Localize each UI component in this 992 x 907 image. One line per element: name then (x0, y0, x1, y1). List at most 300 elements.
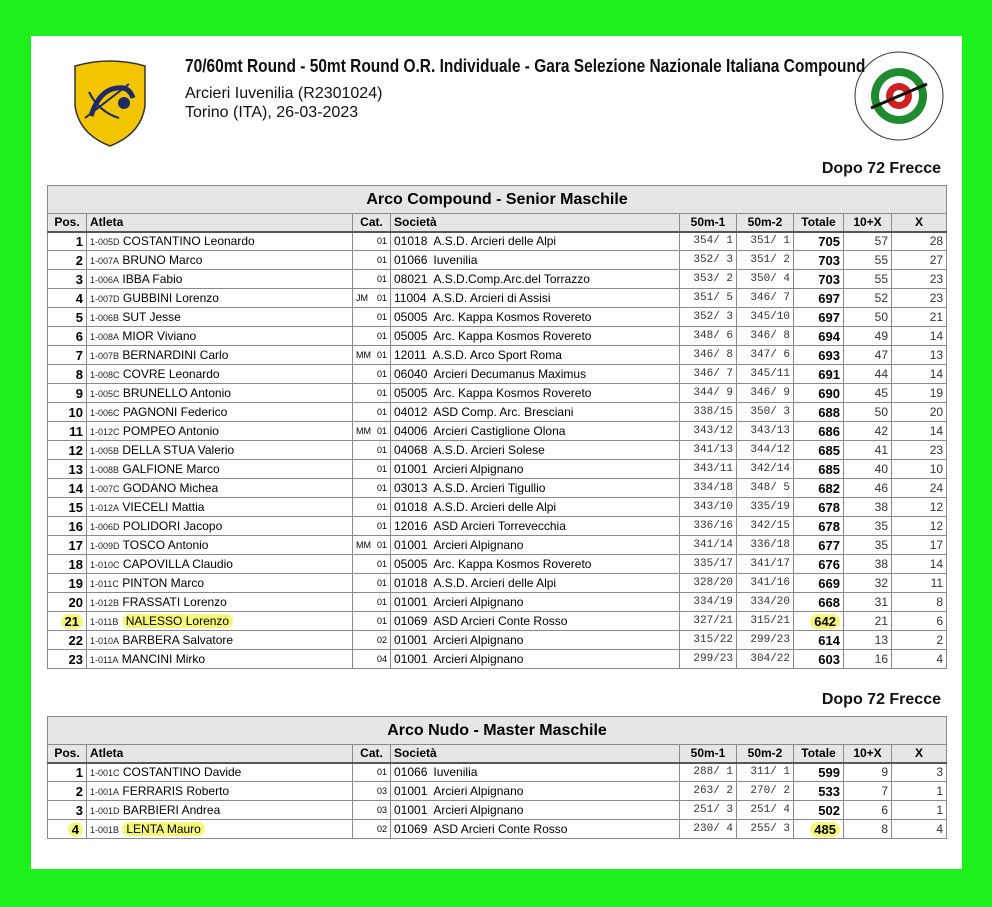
athlete-name: BARBIERI Andrea (122, 803, 221, 817)
rank: 1 (75, 764, 83, 780)
athlete-name: BARBERA Salvatore (122, 633, 234, 647)
club-name: Iuvenilia (433, 765, 478, 780)
category-cell (353, 365, 391, 384)
club-cell (391, 479, 680, 498)
table-row (48, 327, 947, 346)
table-row (48, 574, 947, 593)
athlete-cell (87, 631, 353, 650)
club-code: 01001 (394, 462, 428, 476)
score-50m-2: 342/15 (737, 517, 794, 536)
rank-cell (48, 251, 87, 270)
fitarco-logo (853, 50, 945, 142)
club-name: Arc. Kappa Kosmos Rovereto (433, 310, 592, 324)
category-cell (353, 801, 391, 820)
rank: 9 (75, 385, 83, 401)
athlete-cell (87, 460, 353, 479)
total-cell (794, 365, 844, 384)
category-cell (353, 555, 391, 574)
category-cell (353, 517, 391, 536)
total-cell (794, 384, 844, 403)
total-cell (794, 763, 844, 782)
club-code: 04068 (394, 443, 428, 457)
club-code: 05005 (394, 386, 428, 400)
category-code: 01 (376, 312, 387, 322)
club-code: 01018 (394, 576, 428, 590)
total-score: 685 (818, 461, 840, 477)
table-row (48, 270, 947, 289)
tens-x-count: 44 (844, 365, 892, 384)
rank: 1 (75, 233, 83, 249)
score-50m-1: 351/ 5 (680, 289, 737, 308)
col-50m-1: 50m-1 (680, 214, 737, 232)
score-50m-2: 341/16 (737, 574, 794, 593)
club-code: 05005 (394, 557, 428, 571)
rank: 7 (75, 347, 83, 363)
category-code: 03 (376, 805, 387, 815)
rank: 5 (75, 309, 83, 325)
score-50m-2: 351/ 1 (737, 232, 794, 251)
bib-number: 1-001B (90, 825, 120, 835)
athlete-name: CAPOVILLA Claudio (122, 557, 233, 571)
x-count: 12 (892, 498, 947, 517)
bib-number: 1-006D (90, 522, 120, 532)
table-row (48, 555, 947, 574)
results-sheet (31, 36, 962, 869)
rank: 8 (75, 366, 83, 382)
total-cell (794, 650, 844, 669)
bib-number: 1-008A (90, 332, 120, 342)
tens-x-count: 35 (844, 536, 892, 555)
category-code: 01 (376, 540, 387, 550)
athlete-name: BERNARDINI Carlo (122, 348, 229, 362)
rank-cell (48, 801, 87, 820)
x-count: 10 (892, 460, 947, 479)
bib-number: 1-007A (90, 256, 120, 266)
club-name: Arcieri Castiglione Olona (433, 424, 566, 438)
club-cell (391, 232, 680, 251)
x-count: 24 (892, 479, 947, 498)
rank: 11 (69, 423, 83, 439)
tens-x-count: 35 (844, 517, 892, 536)
rank: 19 (68, 575, 83, 591)
x-count: 4 (892, 820, 947, 839)
rank-cell (48, 384, 87, 403)
club-name: A.S.D. Arcieri delle Alpi (433, 500, 557, 514)
results-body-barebow (48, 763, 947, 839)
tens-x-count: 16 (844, 650, 892, 669)
category-cell (353, 384, 391, 403)
category-code: 01 (376, 369, 387, 379)
club-code: 01001 (394, 633, 428, 647)
score-50m-2: 344/12 (737, 441, 794, 460)
score-50m-2: 350/ 3 (737, 403, 794, 422)
rank-cell (48, 289, 87, 308)
section-2-arrows-label: Dopo 72 Frecce (821, 691, 941, 708)
score-50m-2: 343/13 (737, 422, 794, 441)
athlete-name: FERRARIS Roberto (122, 784, 230, 798)
club-name: Arcieri Alpignano (433, 803, 524, 817)
bib-number: 1-011A (90, 655, 119, 665)
tens-x-count: 6 (844, 801, 892, 820)
total-cell (794, 555, 844, 574)
total-score: 690 (818, 385, 840, 401)
category-cell (353, 612, 391, 631)
score-50m-2: 336/18 (737, 536, 794, 555)
tens-x-count: 42 (844, 422, 892, 441)
score-50m-1: 344/ 9 (680, 384, 737, 403)
score-50m-1: 352/ 3 (680, 308, 737, 327)
total-cell (794, 270, 844, 289)
total-score: 669 (818, 575, 840, 591)
tens-x-count: 55 (844, 251, 892, 270)
score-50m-1: 346/ 7 (680, 365, 737, 384)
club-name: ASD Comp. Arc. Bresciani (433, 405, 574, 419)
total-cell (794, 782, 844, 801)
category-cell (353, 782, 391, 801)
tens-x-count: 46 (844, 479, 892, 498)
club-cell (391, 365, 680, 384)
table-row (48, 593, 947, 612)
col-cat: Cat. (353, 745, 391, 763)
total-score: 502 (818, 802, 840, 818)
category-code: 01 (376, 521, 387, 531)
x-count: 21 (892, 308, 947, 327)
table-row (48, 365, 947, 384)
club-cell (391, 384, 680, 403)
rank: 16 (68, 518, 83, 534)
tens-x-count: 41 (844, 441, 892, 460)
rank-cell (48, 536, 87, 555)
total-cell (794, 346, 844, 365)
category-code: 01 (376, 578, 387, 588)
col-cat: Cat. (353, 214, 391, 232)
athlete-name: MANCINI Mirko (121, 652, 206, 666)
bib-number: 1-009D (90, 541, 120, 551)
total-score: 533 (818, 783, 840, 799)
category-code: 01 (376, 274, 387, 284)
club-code: 01001 (394, 595, 428, 609)
class-code: JM (356, 293, 368, 303)
score-50m-2: 334/20 (737, 593, 794, 612)
bib-number: 1-007D (90, 294, 120, 304)
score-50m-1: 334/18 (680, 479, 737, 498)
x-count: 14 (892, 365, 947, 384)
category-code: 01 (376, 616, 387, 626)
athlete-cell (87, 536, 353, 555)
athlete-cell (87, 574, 353, 593)
rank: 21 (61, 614, 83, 629)
athlete-cell (87, 365, 353, 384)
athlete-cell (87, 422, 353, 441)
rank-cell (48, 593, 87, 612)
club-code: 04012 (394, 405, 428, 419)
results-body-compound (48, 232, 947, 669)
total-cell (794, 801, 844, 820)
club-cell (391, 801, 680, 820)
category-cell (353, 479, 391, 498)
score-50m-2: 335/19 (737, 498, 794, 517)
total-score: 485 (810, 822, 840, 837)
club-cell (391, 593, 680, 612)
club-name: Arc. Kappa Kosmos Rovereto (433, 386, 592, 400)
table-row (48, 820, 947, 839)
col-10x: 10+X (844, 214, 892, 232)
tens-x-count: 7 (844, 782, 892, 801)
category-cell (353, 536, 391, 555)
score-50m-2: 345/10 (737, 308, 794, 327)
bib-number: 1-010C (90, 560, 120, 570)
club-name: ASD Arcieri Torrevecchia (433, 519, 566, 533)
rank-cell (48, 403, 87, 422)
club-cell (391, 782, 680, 801)
x-count: 11 (892, 574, 947, 593)
score-50m-2: 351/ 2 (737, 251, 794, 270)
col-total: Totale (794, 745, 844, 763)
bib-number: 1-001C (90, 768, 120, 779)
table-row (48, 384, 947, 403)
total-score: 678 (818, 518, 840, 534)
total-score: 686 (818, 423, 840, 439)
athlete-name: FRASSATI Lorenzo (122, 595, 227, 609)
score-50m-1: 327/21 (680, 612, 737, 631)
x-count: 19 (892, 384, 947, 403)
table-row (48, 498, 947, 517)
rank-cell (48, 270, 87, 289)
organizer-name: Arcieri Iuvenilia (R2301024) (185, 85, 383, 102)
athlete-name: COSTANTINO Davide (122, 765, 242, 780)
athlete-name: POMPEO Antonio (122, 424, 219, 438)
col-50m-1: 50m-1 (680, 745, 737, 763)
score-50m-1: 334/19 (680, 593, 737, 612)
score-50m-2: 315/21 (737, 612, 794, 631)
score-50m-1: 354/ 1 (680, 232, 737, 251)
score-50m-2: 350/ 4 (737, 270, 794, 289)
category-cell (353, 232, 391, 251)
category-code: 01 (376, 350, 387, 360)
table-row (48, 782, 947, 801)
table-row (48, 251, 947, 270)
athlete-cell (87, 327, 353, 346)
rank-cell (48, 517, 87, 536)
score-50m-2: 251/ 4 (737, 801, 794, 820)
category-cell (353, 631, 391, 650)
score-50m-1: 341/14 (680, 536, 737, 555)
category-cell (353, 650, 391, 669)
tens-x-count: 38 (844, 555, 892, 574)
tens-x-count: 52 (844, 289, 892, 308)
club-name: Arc. Kappa Kosmos Rovereto (433, 557, 592, 571)
athlete-name: BRUNELLO Antonio (122, 386, 231, 400)
club-name: ASD Arcieri Conte Rosso (433, 822, 568, 836)
total-cell (794, 460, 844, 479)
category-code: 01 (376, 293, 387, 303)
club-name: A.S.D. Arcieri delle Alpi (433, 576, 557, 590)
total-score: 603 (818, 651, 840, 667)
rank: 12 (68, 442, 83, 458)
score-50m-2: 270/ 2 (737, 782, 794, 801)
rank-cell (48, 820, 87, 839)
athlete-cell (87, 763, 353, 782)
col-50m-2: 50m-2 (737, 745, 794, 763)
col-50m-2: 50m-2 (737, 214, 794, 232)
bib-number: 1-006C (90, 408, 120, 418)
tens-x-count: 50 (844, 403, 892, 422)
score-50m-1: 315/22 (680, 631, 737, 650)
athlete-name: POLIDORI Jacopo (122, 519, 223, 533)
x-count: 28 (892, 232, 947, 251)
score-50m-2: 304/22 (737, 650, 794, 669)
score-50m-1: 343/10 (680, 498, 737, 517)
table-row (48, 650, 947, 669)
category-code: 03 (376, 786, 387, 796)
total-score: 705 (818, 233, 840, 249)
x-count: 8 (892, 593, 947, 612)
athlete-name: COVRE Leonardo (122, 367, 220, 381)
rank-cell (48, 346, 87, 365)
rank: 13 (68, 461, 83, 477)
bib-number: 1-008B (90, 465, 120, 475)
table-row (48, 308, 947, 327)
table-row (48, 460, 947, 479)
x-count: 13 (892, 346, 947, 365)
x-count: 27 (892, 251, 947, 270)
club-code: 01066 (394, 765, 428, 780)
table-row (48, 422, 947, 441)
rank: 2 (75, 252, 83, 268)
bib-number: 1-006A (90, 275, 120, 285)
table-row (48, 536, 947, 555)
bib-number: 1-011B (90, 617, 119, 627)
bib-number: 1-011C (90, 579, 119, 589)
athlete-cell (87, 251, 353, 270)
rank: 2 (75, 783, 83, 799)
club-name: Iuvenilia (433, 253, 478, 267)
score-50m-2: 345/11 (737, 365, 794, 384)
rank: 3 (75, 271, 83, 287)
athlete-name: SUT Jesse (122, 310, 181, 324)
total-score: 677 (818, 537, 840, 553)
score-50m-2: 255/ 3 (737, 820, 794, 839)
rank: 3 (75, 802, 83, 818)
athlete-cell (87, 270, 353, 289)
bib-number: 1-005B (90, 446, 120, 456)
club-name: A.S.D. Arcieri Tigullio (433, 481, 546, 495)
club-cell (391, 327, 680, 346)
x-count: 4 (892, 650, 947, 669)
club-code: 11004 (394, 291, 427, 305)
rank-cell (48, 441, 87, 460)
rank-cell (48, 460, 87, 479)
tens-x-count: 38 (844, 498, 892, 517)
athlete-name: GUBBINI Lorenzo (122, 291, 219, 305)
category-code: 01 (376, 255, 387, 265)
club-code: 12011 (394, 348, 427, 362)
club-code: 08021 (394, 272, 428, 286)
athlete-cell (87, 612, 353, 631)
club-name: Arcieri Alpignano (433, 462, 524, 476)
category-code: 01 (376, 331, 387, 341)
category-code: 01 (376, 426, 387, 436)
club-code: 05005 (394, 329, 428, 343)
total-cell (794, 479, 844, 498)
table-row (48, 346, 947, 365)
club-cell (391, 631, 680, 650)
athlete-name: MIOR Viviano (122, 329, 197, 343)
score-50m-1: 288/ 1 (680, 763, 737, 782)
total-score: 697 (818, 309, 840, 325)
tens-x-count: 45 (844, 384, 892, 403)
total-score: 676 (818, 556, 840, 572)
total-score: 693 (818, 347, 840, 363)
table-row (48, 612, 947, 631)
tens-x-count: 49 (844, 327, 892, 346)
club-name: A.S.D. Arcieri delle Alpi (433, 234, 557, 249)
category-cell (353, 270, 391, 289)
total-cell (794, 422, 844, 441)
athlete-cell (87, 801, 353, 820)
club-code: 01001 (394, 538, 428, 552)
x-count: 23 (892, 270, 947, 289)
category-code: 01 (376, 483, 387, 493)
rank-cell (48, 574, 87, 593)
total-cell (794, 517, 844, 536)
bib-number: 1-012B (90, 598, 120, 608)
category-code: 01 (376, 597, 387, 607)
athlete-name: GODANO Michea (122, 481, 219, 495)
tens-x-count: 55 (844, 270, 892, 289)
score-50m-1: 263/ 2 (680, 782, 737, 801)
club-cell (391, 555, 680, 574)
tens-x-count: 21 (844, 612, 892, 631)
total-cell (794, 612, 844, 631)
bib-number: 1-007C (90, 484, 120, 494)
category-code: 01 (376, 407, 387, 417)
x-count: 14 (892, 422, 947, 441)
club-code: 01018 (394, 500, 428, 514)
rank-cell (48, 555, 87, 574)
score-50m-1: 338/15 (680, 403, 737, 422)
category-cell (353, 289, 391, 308)
table-row (48, 479, 947, 498)
table-row (48, 441, 947, 460)
total-score: 703 (818, 252, 840, 268)
club-code: 06040 (394, 367, 428, 381)
table-row (48, 801, 947, 820)
rank-cell (48, 782, 87, 801)
total-cell (794, 820, 844, 839)
score-50m-1: 343/12 (680, 422, 737, 441)
club-shield-logo (69, 58, 151, 148)
rank-cell (48, 308, 87, 327)
total-score: 703 (818, 271, 840, 287)
score-50m-2: 348/ 5 (737, 479, 794, 498)
club-name: Arcieri Alpignano (433, 595, 524, 609)
category-cell (353, 327, 391, 346)
athlete-name: BRUNO Marco (122, 253, 203, 267)
category-cell (353, 403, 391, 422)
rank-cell (48, 650, 87, 669)
bib-number: 1-012A (90, 503, 120, 513)
table-row (48, 289, 947, 308)
score-50m-2: 299/23 (737, 631, 794, 650)
category-cell (353, 593, 391, 612)
club-name: A.S.D. Arco Sport Roma (432, 348, 562, 362)
total-cell (794, 631, 844, 650)
rank-cell (48, 327, 87, 346)
table-row (48, 517, 947, 536)
athlete-name: PAGNONI Federico (122, 405, 228, 419)
x-count: 3 (892, 763, 947, 782)
